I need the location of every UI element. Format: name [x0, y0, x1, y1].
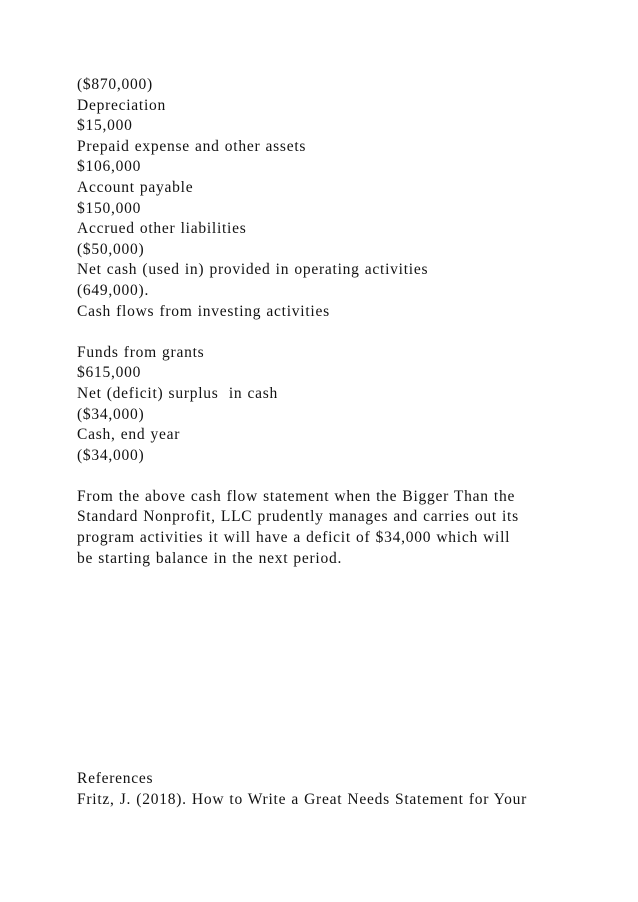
text-line: Depreciation: [77, 96, 167, 114]
blank-line: [77, 466, 597, 487]
text-line: $150,000: [77, 199, 142, 217]
paragraph-line: be starting balance in the next period.: [77, 549, 343, 567]
text-line: Net cash (used in) provided in operating activities: [77, 261, 429, 279]
text-line: $15,000: [77, 117, 133, 135]
text-line: ($50,000): [77, 240, 145, 258]
text-line: Cash flows from investing activities: [77, 302, 330, 320]
paragraph-line: program activities it will have a deficit of $34,000 which will: [77, 529, 511, 547]
cash-flow-text: [77, 75, 597, 569]
text-line: ($34,000): [77, 446, 145, 464]
text-line: (649,000).: [77, 281, 150, 299]
text-line: Net (deficit) surplus in cash: [77, 384, 279, 402]
blank-line: [77, 322, 597, 343]
text-line: ($870,000): [77, 76, 153, 93]
text-line: ($34,000): [77, 405, 145, 423]
references-section: [77, 769, 617, 810]
text-line: $106,000: [77, 158, 142, 176]
text-line: Account payable: [77, 178, 194, 196]
text-line: Cash, end year: [77, 426, 181, 444]
text-line: $615,000: [77, 364, 142, 382]
references-heading: References: [77, 770, 154, 787]
paragraph-line: Standard Nonprofit, LLC prudently manages and carries out its: [77, 508, 519, 526]
text-line: Accrued other liabilities: [77, 220, 247, 238]
paragraph-line: From the above cash flow statement when the Bigger Than the: [77, 487, 516, 505]
reference-entry: Fritz, J. (2018). How to Write a Great Needs Statement for Your: [77, 790, 528, 808]
text-line: Prepaid expense and other assets: [77, 137, 307, 155]
text-line: Funds from grants: [77, 343, 205, 361]
